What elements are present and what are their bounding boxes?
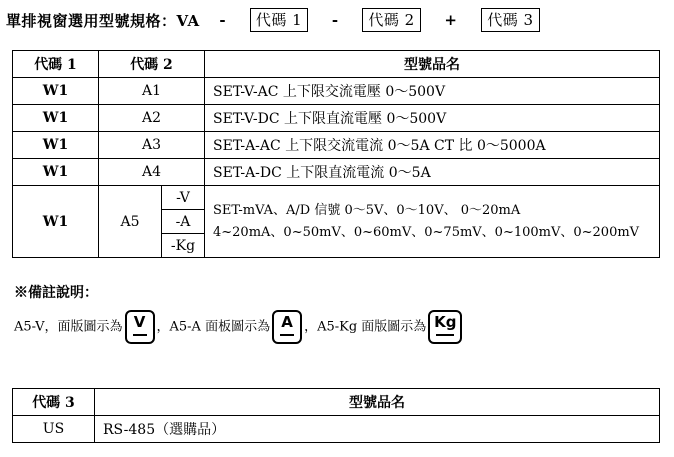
table-row — [13, 416, 660, 443]
cell-code-3: US — [13, 416, 95, 443]
header-code-1: 代碼 1 — [13, 51, 99, 78]
header-code-2: 代碼 2 — [99, 51, 205, 78]
cell-code-1: W1 — [13, 105, 99, 132]
heading-code-1-box: 代碼 1 — [250, 8, 308, 32]
note-title: ※備註說明： — [14, 285, 98, 301]
cell-model-name: SET-V-AC 上下限交流電壓 0～500V — [205, 78, 660, 105]
note-a-text: ，A5-A 面板圖示為 — [156, 319, 271, 335]
table-row — [13, 132, 660, 159]
v-icon: V — [125, 310, 155, 344]
note-kg-text: ，A5-Kg 面版圖示為 — [304, 319, 427, 335]
a5-sub-table — [99, 186, 204, 257]
table-row — [13, 105, 660, 132]
cell-model-name: SET-A-DC 上下限直流電流 0～5A — [205, 159, 660, 186]
cell-code-2-a5 — [99, 186, 205, 258]
heading-dash-1: - — [219, 11, 227, 29]
cell-code-1: W1 — [13, 159, 99, 186]
a-icon: A — [272, 310, 302, 344]
cell-code-1: W1 — [13, 78, 99, 105]
note-v-text: A5-V，面版圖示為 — [14, 319, 123, 335]
heading-code-2-box: 代碼 2 — [362, 8, 420, 32]
cell-code-1: W1 — [13, 132, 99, 159]
cell-code-2: A3 — [99, 132, 205, 159]
cell-code-2: A1 — [99, 78, 205, 105]
a5-desc-line-2: 4~20mA、0~50mV、0~60mV、0~75mV、0~100mV、0~200mV — [213, 224, 640, 240]
table-header-row — [13, 51, 660, 78]
header-code-3: 代碼 3 — [13, 389, 95, 416]
a5-code: A5 — [99, 186, 162, 257]
a5-desc-line-1: SET-mVA、A/D 信號 0～5V、0～10V、 0～20mA — [213, 202, 521, 218]
heading-plus: + — [444, 11, 458, 29]
panel-icon-notes — [14, 310, 464, 344]
heading-prefix: 單排視窗選用型號規格：VA — [6, 11, 200, 30]
cell-code-2: A2 — [99, 105, 205, 132]
cell-model-name-a5 — [205, 186, 660, 258]
cell-model-name: SET-V-DC 上下限直流電壓 0～500V — [205, 105, 660, 132]
heading-code-3-box: 代碼 3 — [481, 8, 539, 32]
spec-heading — [6, 8, 544, 32]
cell-model-name: SET-A-AC 上下限交流電流 0～5A CT 比 0～5000A — [205, 132, 660, 159]
cell-model-name: RS-485（選購品） — [95, 416, 660, 443]
a5-sub-kg: -Kg — [170, 237, 196, 254]
cell-code-2: A4 — [99, 159, 205, 186]
table-header-row — [13, 389, 660, 416]
header-model-name: 型號品名 — [95, 389, 660, 416]
cell-code-1: W1 — [13, 186, 99, 258]
table-row — [13, 78, 660, 105]
header-model-name: 型號品名 — [205, 51, 660, 78]
table-row — [13, 159, 660, 186]
heading-dash-2: - — [331, 11, 339, 29]
table-row-a5 — [13, 186, 660, 258]
model-table — [12, 50, 660, 258]
kg-icon: Kg — [428, 310, 462, 344]
a5-sub-a: -A — [162, 210, 205, 234]
a5-sub-v: -V — [162, 186, 205, 210]
option-table — [12, 388, 660, 443]
